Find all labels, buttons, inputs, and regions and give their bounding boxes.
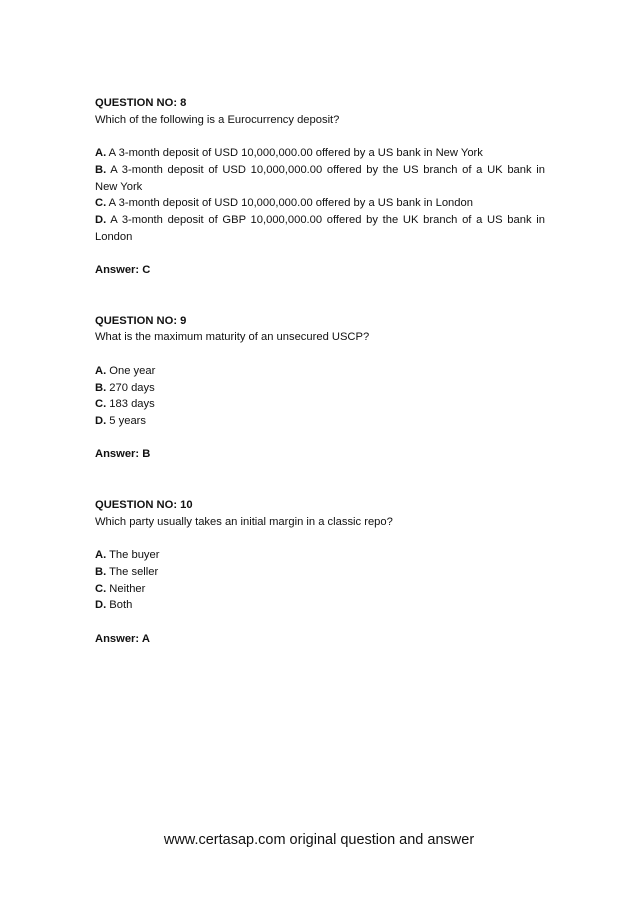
question-spacer bbox=[95, 279, 545, 313]
option-text: A 3-month deposit of GBP 10,000,000.00 offered by the UK branch of a US bank in London bbox=[95, 213, 545, 243]
option-letter: A. bbox=[95, 147, 107, 160]
option-letter: D. bbox=[95, 599, 107, 612]
option-text: A 3-month deposit of USD 10,000,000.00 offered by a US bank in New York bbox=[106, 147, 483, 160]
option-a bbox=[95, 145, 545, 162]
option-letter: C. bbox=[95, 398, 107, 411]
option-b bbox=[95, 564, 545, 581]
question-heading: QUESTION NO: 9 bbox=[95, 314, 187, 327]
option-letter: B. bbox=[95, 565, 107, 578]
option-d bbox=[95, 212, 545, 245]
option-letter: A. bbox=[95, 364, 107, 377]
answer-line: Answer: A bbox=[95, 632, 150, 645]
question-text: Which party usually takes an initial margin in a classic repo? bbox=[95, 515, 393, 528]
option-text: Both bbox=[106, 599, 133, 612]
option-d bbox=[95, 413, 545, 430]
option-letter: D. bbox=[95, 414, 107, 427]
option-text: The buyer bbox=[106, 549, 160, 562]
question-spacer bbox=[95, 463, 545, 497]
question-text: Which of the following is a Eurocurrency deposit? bbox=[95, 113, 340, 126]
option-text: A 3-month deposit of USD 10,000,000.00 offered by the US branch of a UK bank in New York bbox=[95, 163, 545, 193]
option-a bbox=[95, 363, 545, 380]
question-heading: QUESTION NO: 8 bbox=[95, 97, 187, 109]
question-block-8 bbox=[95, 95, 545, 279]
option-b bbox=[95, 380, 545, 397]
option-b bbox=[95, 162, 545, 195]
option-text: One year bbox=[106, 364, 156, 377]
option-letter: D. bbox=[95, 213, 107, 226]
question-list bbox=[95, 95, 545, 647]
question-block-9 bbox=[95, 313, 545, 463]
answer-line: Answer: C bbox=[95, 264, 151, 276]
option-text: A 3-month deposit of USD 10,000,000.00 offered by a US bank in London bbox=[106, 197, 473, 210]
option-text: The seller bbox=[106, 565, 159, 578]
option-c bbox=[95, 195, 545, 212]
answer-line: Answer: B bbox=[95, 448, 151, 461]
option-letter: C. bbox=[95, 582, 107, 595]
option-letter: A. bbox=[95, 549, 107, 562]
option-text: Neither bbox=[106, 582, 146, 595]
option-a bbox=[95, 547, 545, 564]
question-block-10 bbox=[95, 497, 545, 647]
option-text: 5 years bbox=[106, 414, 146, 427]
option-text: 270 days bbox=[106, 381, 155, 394]
option-c bbox=[95, 581, 545, 598]
option-letter: B. bbox=[95, 381, 107, 394]
option-c bbox=[95, 396, 545, 413]
option-text: 183 days bbox=[106, 398, 155, 411]
option-letter: B. bbox=[95, 163, 107, 176]
option-d bbox=[95, 597, 545, 614]
page-footer: www.certasap.com original question and answer bbox=[163, 832, 475, 848]
question-heading: QUESTION NO: 10 bbox=[95, 499, 193, 511]
question-text: What is the maximum maturity of an unsecured USCP? bbox=[95, 331, 370, 344]
option-letter: C. bbox=[95, 197, 107, 210]
